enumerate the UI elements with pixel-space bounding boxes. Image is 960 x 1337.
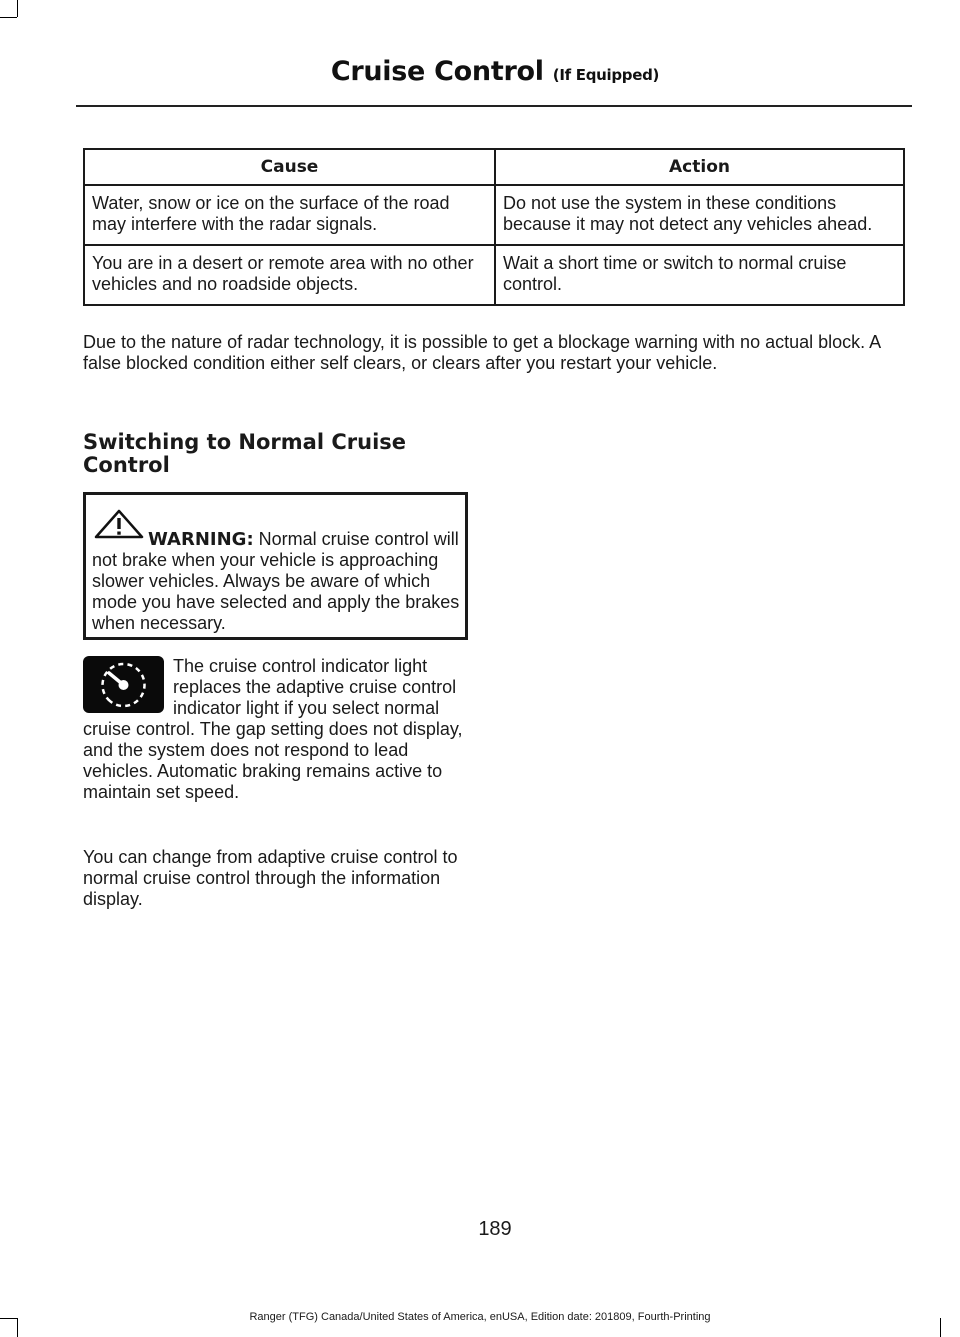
- page-title: [0, 56, 960, 87]
- action-cell: Do not use the system in these conditions because it may not detect any vehicles ahead.: [495, 185, 904, 245]
- icon-float-spacer: [83, 656, 173, 719]
- crop-mark-top-left: [17, 0, 18, 17]
- indicator-text: The cruise control indicator light replaces the adaptive cruise control indicator light if you select normal cruise control. The gap setting does not display, and the system does not respond to lead vehicles. Automatic braking remains active to maintain set speed.: [83, 656, 463, 802]
- warning-text: [92, 529, 467, 634]
- page-number: 189: [478, 1218, 512, 1240]
- header-divider: [76, 105, 912, 107]
- action-cell: Wait a short time or switch to normal cruise control.: [495, 245, 904, 305]
- section-heading: Switching to Normal Cruise Control: [83, 430, 407, 477]
- table-header-row: [84, 149, 904, 185]
- cause-cell: Water, snow or ice on the surface of the road may interfere with the radar signals.: [84, 185, 495, 245]
- change-mode-paragraph: You can change from adaptive cruise control to normal cruise control through the information display.: [83, 847, 458, 909]
- column-header-action: Action: [495, 149, 904, 185]
- warning-box: [83, 492, 468, 640]
- radar-note-paragraph: Due to the nature of radar technology, it is possible to get a blockage warning with no actual block. A false blocked condition either self clears, or clears after you restart your vehicle.: [83, 332, 881, 373]
- indicator-paragraph: [83, 656, 475, 803]
- crop-mark-top-left-h: [0, 17, 17, 18]
- warning-body: Normal cruise control will not brake when your vehicle is approaching slower vehicles. Always be aware of which mode you have selected and apply the brakes when necessary.: [92, 529, 460, 633]
- cause-cell: You are in a desert or remote area with no other vehicles and no roadside objects.: [84, 245, 495, 305]
- page-title-subtitle: (If Equipped): [552, 66, 660, 84]
- table-row: [84, 185, 904, 245]
- table-row: [84, 245, 904, 305]
- cause-action-table: [83, 148, 905, 306]
- page-title-main: Cruise Control: [330, 56, 544, 87]
- warning-label: WARNING:: [148, 529, 254, 550]
- footer-edition-info: Ranger (TFG) Canada/United States of America, enUSA, Edition date: 201809, Fourth-Printing: [249, 1311, 711, 1323]
- column-header-cause: Cause: [84, 149, 495, 185]
